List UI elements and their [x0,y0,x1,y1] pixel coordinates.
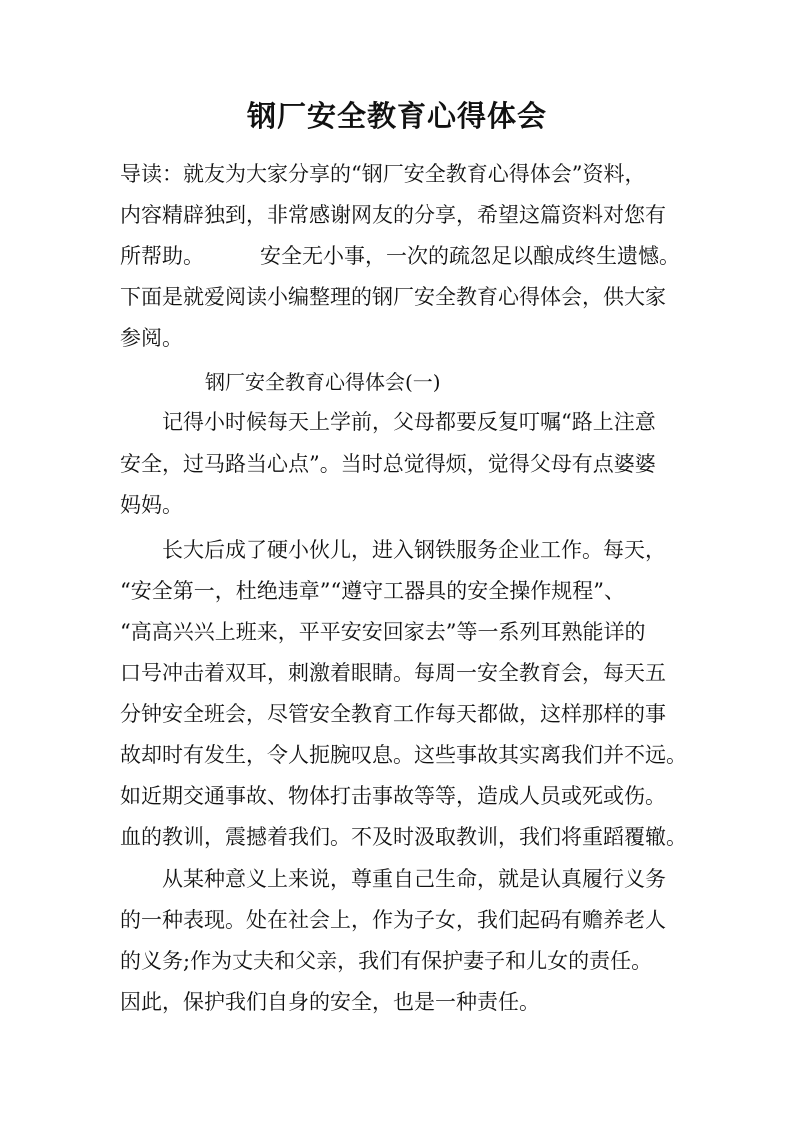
paragraph-line: 分钟安全班会，尽管安全教育工作每天都做，这样那样的事 [120,702,666,726]
paragraph-line: 血的教训，震撼着我们。不及时汲取教训，我们将重蹈覆辙。 [120,825,687,849]
intro-line: 参阅。 [120,326,183,350]
intro-line: 所帮助。 [120,244,204,268]
intro-line: 内容精辟独到，非常感谢网友的分享，希望这篇资料对您有 [120,203,666,227]
paragraph-line: 长大后成了硬小伙儿，进入钢铁服务企业工作。每天， [162,538,666,562]
paragraph-line: 故却时有发生，令人扼腕叹息。这些事故其实离我们并不远。 [120,743,687,767]
document-title: 钢厂安全教育心得体会 [246,99,547,133]
intro-line: 下面是就爱阅读小编整理的钢厂安全教育心得体会，供大家 [120,285,666,309]
paragraph-line: “高高兴兴上班来，平平安安回家去”等一系列耳熟能详的 [120,620,646,644]
paragraph-line: 因此，保护我们自身的安全，也是一种责任。 [120,990,540,1014]
paragraph-line: 的义务;作为丈夫和父亲，我们有保护妻子和儿女的责任。 [120,949,653,973]
paragraph-line: 口号冲击着双耳，刺激着眼睛。每周一安全教育会，每天五 [120,661,666,685]
paragraph-line: 安全，过马路当心点”。当时总觉得烦，觉得父母有点婆婆 [120,452,656,476]
intro-line: 导读：就友为大家分享的“钢厂安全教育心得体会”资料， [120,162,646,186]
intro-line: 安全无小事，一次的疏忽足以酿成终生遗憾。 [260,244,680,268]
paragraph-line: 的一种表现。处在社会上，作为子女，我们起码有赡养老人 [120,908,666,932]
intro-line-group [120,241,680,271]
paragraph-line: 妈妈。 [120,493,183,517]
paragraph-line: 记得小时候每天上学前，父母都要反复叮嘱“路上注意 [162,410,656,434]
paragraph-line: “安全第一，杜绝违章”“遵守工器具的安全操作规程”、 [120,579,625,603]
section-heading: 钢厂安全教育心得体会(一) [205,370,441,394]
paragraph-line: 如近期交通事故、物体打击事故等等，造成人员或死或伤。 [120,784,666,808]
paragraph-line: 从某种意义上来说，尊重自己生命，就是认真履行义务 [162,867,666,891]
